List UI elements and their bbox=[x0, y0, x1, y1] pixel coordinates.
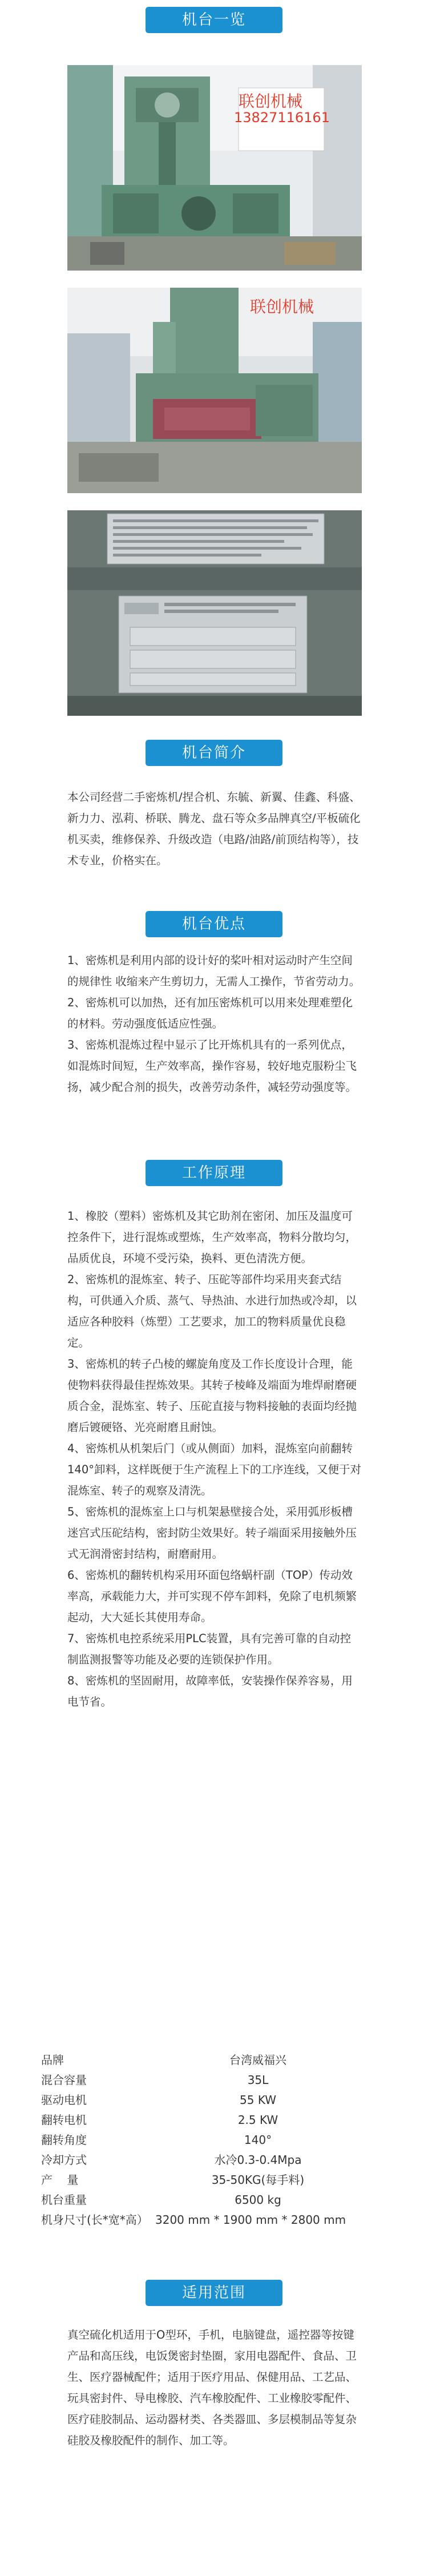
spec-value: 55 KW bbox=[240, 2093, 276, 2107]
principle-list bbox=[67, 1206, 362, 1712]
section-title-overview: 机台一览 bbox=[146, 7, 282, 33]
watermark-brand: 联创机械 bbox=[239, 92, 303, 111]
spec-row-dimensions bbox=[41, 2210, 418, 2230]
principle-item-6: 6、密炼机的翻转机构采用环面包络蜗杆副（TOP）传动效率高，承载能力大，并可实现不停车卸料，免除了电机频繁起动，大大延长其使用寿命。 bbox=[67, 1569, 357, 1624]
intro-paragraph: 本公司经营二手密炼机/捏合机、东毓、新翼、佳鑫、科盛、新力力、泓莉、桥联、腾龙、盘石等众多品牌真空/平板硫化机买卖，维修保养、升级改造（电路/油路/前顶结构等），技术专业，价格实在。 bbox=[67, 791, 361, 867]
principle-item-4: 4、密炼机从机架后门（或从侧面）加料，混炼室向前翻转140°卸料，这样既便于生产流程上下的工序连线，又便于对混炼室、转子的观察及清洗。 bbox=[67, 1442, 361, 1497]
machine-photo-2-image bbox=[67, 288, 362, 493]
spec-value: 35L bbox=[247, 2073, 269, 2087]
spec-value: 3200 mm * 1900 mm * 2800 mm bbox=[155, 2213, 346, 2227]
spec-value: 35-50KG(每手料) bbox=[211, 2173, 305, 2187]
section-title-advantages: 机台优点 bbox=[146, 911, 282, 937]
spec-label: 机台重量 bbox=[41, 2193, 87, 2207]
spec-table bbox=[41, 2050, 418, 2230]
advantage-item-1: 1、密炼机是利用内部的设计好的桨叶相对运动时产生空间的规律性 收缩来产生剪切力，无需人工操作，节省劳动力。 bbox=[67, 954, 361, 988]
spec-value: 水冷0.3-0.4Mpa bbox=[214, 2153, 302, 2167]
spec-label: 翻转角度 bbox=[41, 2133, 87, 2147]
spec-label: 驱动电机 bbox=[41, 2093, 87, 2107]
intro-text bbox=[67, 787, 362, 871]
machine-photo-2 bbox=[67, 288, 362, 493]
spec-value: 2.5 KW bbox=[237, 2113, 278, 2127]
section-header-principle bbox=[0, 1153, 428, 1193]
spec-label: 混合容量 bbox=[41, 2073, 87, 2087]
section-header-scope bbox=[0, 2273, 428, 2313]
nameplate-photo-image bbox=[67, 510, 362, 716]
principle-item-2: 2、密炼机的混炼室、转子、压砣等部件均采用夹套式结构，可供通入介质、蒸气、导热油、水进行加热或冷却，以适应各种胶料（炼塑）工艺要求，加工的物料质量优良稳定。 bbox=[67, 1273, 357, 1349]
scope-paragraph: 真空硫化机适用于O型环，手机，电脑键盘，遥控器等按键产品和高压线，电饭煲密封垫圈，家用电器配件、食品、卫生、医疗器械配件；适用于医疗用品、保健用品、工艺品、玩具密封件、导电橡胶、汽车橡胶配件、工业橡胶零配件、医疗硅胶制品、运动器材类、各类器皿、多层模制品等复杂硅胶及橡胶配件的制作、加工等。 bbox=[67, 2328, 357, 2447]
spec-row-output bbox=[41, 2170, 418, 2190]
watermark-brand-2: 联创机械 bbox=[250, 297, 314, 316]
spec-row-brand bbox=[41, 2050, 418, 2070]
principle-item-5: 5、密炼机的混炼室上口与机架悬壁接合处，采用弧形板槽迷宫式压砣结构，密封防尘效果好。转子端面采用接触外压式无润滑密封结构，耐磨耐用。 bbox=[67, 1505, 357, 1561]
section-header-overview bbox=[0, 0, 428, 40]
section-header-intro bbox=[0, 733, 428, 773]
spec-value: 台湾威福兴 bbox=[229, 2053, 286, 2067]
section-header-advantages bbox=[0, 904, 428, 944]
advantages-list bbox=[67, 950, 362, 1098]
advantage-item-2: 2、密炼机可以加热，还有加压密炼机可以用来处理难塑化的材料。劳动强度低适应性强。 bbox=[67, 996, 353, 1030]
machine-photo-1 bbox=[67, 65, 362, 271]
spec-row-tilt-angle bbox=[41, 2130, 418, 2150]
watermark-phone: 13827116161 bbox=[234, 110, 330, 126]
section-title-principle: 工作原理 bbox=[146, 1160, 282, 1186]
spec-label: 翻转电机 bbox=[41, 2113, 87, 2127]
spec-row-capacity bbox=[41, 2070, 418, 2090]
principle-item-1: 1、橡胶（塑料）密炼机及其它助剂在密闭、加压及温度可控条件下，进行混炼或塑炼，生产效率高，物料分散均匀，品质优良，环境不受污染，换料、更色清洗方便。 bbox=[67, 1210, 357, 1265]
spec-label: 品牌 bbox=[41, 2053, 64, 2067]
principle-item-7: 7、密炼机电控系统采用PLC装置，具有完善可靠的自动控制监测报警等功能及必要的连锁保护作用。 bbox=[67, 1632, 352, 1666]
machine-photo-1-image bbox=[67, 65, 362, 271]
scope-text bbox=[67, 2324, 362, 2451]
spec-value: 140° bbox=[244, 2133, 272, 2147]
section-title-intro: 机台简介 bbox=[146, 740, 282, 766]
spec-row-tilt-motor bbox=[41, 2110, 418, 2130]
spec-row-drive-motor bbox=[41, 2090, 418, 2110]
spec-row-cooling bbox=[41, 2150, 418, 2170]
spec-value: 6500 kg bbox=[235, 2193, 281, 2207]
section-title-scope: 适用范围 bbox=[146, 2280, 282, 2306]
principle-item-8: 8、密炼机的坚固耐用，故障率低，安装操作保养容易，用电节省。 bbox=[67, 1674, 353, 1708]
machine-nameplate-photo bbox=[67, 510, 362, 716]
spec-label: 产 量 bbox=[41, 2173, 79, 2187]
principle-item-3: 3、密炼机的转子凸棱的螺旋角度及工作长度设计合理，能使物料获得最佳捏炼效果。其转子棱峰及端面为堆焊耐磨硬质合金，混炼室、转子、压砣直接与物料接触的表面均经抛磨后镀硬铬、光亮耐磨且耐蚀。 bbox=[67, 1357, 357, 1434]
spec-row-weight bbox=[41, 2190, 418, 2210]
spec-label: 机身尺寸(长*宽*高） bbox=[41, 2213, 148, 2227]
advantage-item-3: 3、密炼机混炼过程中显示了比开炼机具有的一系列优点，如混炼时间短，生产效率高，操作容易，较好地克服粉尘飞扬，减少配合剂的损失，改善劳动条件，减轻劳动强度等。 bbox=[67, 1038, 357, 1094]
spec-label: 冷却方式 bbox=[41, 2153, 87, 2167]
